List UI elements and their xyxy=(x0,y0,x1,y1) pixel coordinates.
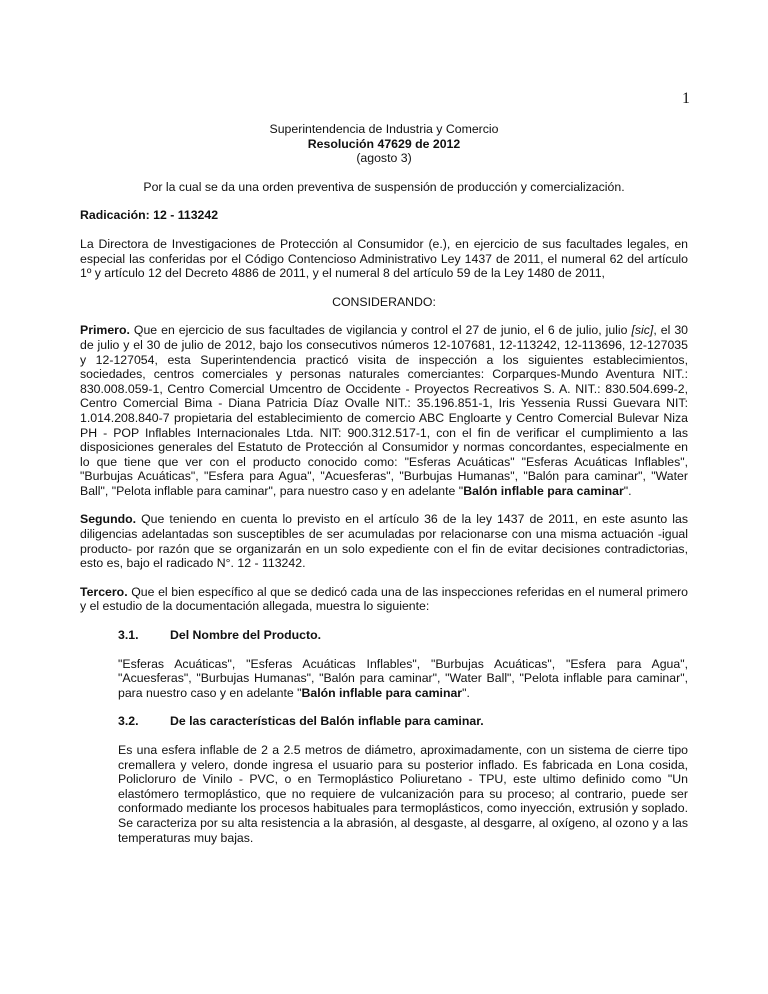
section-3-1-title: Del Nombre del Producto. xyxy=(170,628,321,643)
document-body xyxy=(80,122,688,845)
primero-text-b: , el 30 de julio y el 30 de julio de 2012, bajo los consecutivos números 12-107681, 12-113242, 12-113696, 12-127035 y 12-127054, esta Superintendencia practicó visita de inspección a los siguientes establecimientos, sociedades, centros comerciales y personas naturales comerciantes: Corparques-Mundo Aventura NIT.: 830.008.059-1, Centro Comercial Umcentro de Occidente - Proyectos Recreativos S. A. NIT.: 830.504.699-2, Centro Comercial Bima - Diana Patricia Díaz Ovalle NIT.: 35.196.851-1, Iris Yessenia Russi Guevara NIT: 1.014.208.840-7 propietaria del establecimiento de comercio ABC Engloarte y Centro Comercial Bulevar Niza PH - POP Inflables Internacionales Ltda. NIT: 900.312.517-1, con el fin de verificar el cumplimiento a las disposiciones generales del Estatuto de Protección al Consumidor y normas concordantes, especialmente en lo que tiene que ver con el producto conocido como: "Esferas Acuáticas" "Esferas Acuáticas Inflables", "Burbujas Acuáticas", "Esfera para Agua", "Acuesferas", "Burbujas Humanas", "Balón para caminar", "Water Ball", "Pelota inflable para caminar", para nuestro caso y en adelante " xyxy=(80,323,689,498)
paragraph-segundo xyxy=(80,512,688,570)
section-3-1-bold-term: Balón inflable para caminar xyxy=(301,685,463,700)
section-3-2-text: Es una esfera inflable de 2 a 2.5 metros de diámetro, aproximadamente, con un sistema de cierre tipo cremallera y velero, donde ingresa el usuario para su posterior inflado. Es fabricada en Lona cosida, Policloruro de Vinilo - PVC, o en Termoplástico Poliuretano - TPU, este ultimo definido como "Un elastómero termoplástico, que no requiere de vulcanización para su proceso; al contrario, puede ser conformado mediante los procesos habituales para termoplásticos, como inyección, extrusión y soplado. Se caracteriza por su alta resistencia a la abrasión, al desgaste, al desgarre, al oxígeno, al ozono y a las temperaturas muy bajas. xyxy=(118,743,688,845)
issuer-name: Superintendencia de Industria y Comercio xyxy=(269,122,499,136)
section-3-1-text-b: ". xyxy=(462,685,470,700)
tercero-text: Que el bien específico al que se dedicó cada una de las inspecciones referidas en el numeral primero y el estudio de la documentación allegada, muestra lo siguiente: xyxy=(80,584,688,614)
page-number: 1 xyxy=(682,90,690,107)
section-3-2-number: 3.2. xyxy=(118,714,139,729)
paragraph-primero xyxy=(80,323,688,498)
segundo-label: Segundo. xyxy=(80,512,137,527)
section-3-2-heading xyxy=(118,714,688,729)
section-3-2-title: De las características del Balón inflable para caminar. xyxy=(170,714,484,729)
radicacion: Radicación: 12 - 113242 xyxy=(80,208,219,223)
primero-bold-term: Balón inflable para caminar xyxy=(463,483,624,498)
document-header xyxy=(80,122,688,166)
resolution-date: (agosto 3) xyxy=(356,151,412,166)
tercero-label: Tercero. xyxy=(80,584,128,599)
primero-text-a: Que en ejercicio de sus facultades de vigilancia y control el 27 de junio, el 6 de julio, julio xyxy=(129,323,632,338)
section-3-1-text-a: "Esferas Acuáticas", "Esferas Acuáticas Inflables", "Burbujas Acuáticas", "Esfera para Agua", "Acuesferas", "Burbujas Humanas", "Balón para caminar", "Water Ball", "Pelota inflable para caminar", para nuestro caso y en adelante " xyxy=(118,656,688,700)
resolution-summary: Por la cual se da una orden preventiva de suspensión de producción y comercialización. xyxy=(143,179,625,194)
paragraph-tercero xyxy=(80,585,688,614)
intro-paragraph: La Directora de Investigaciones de Protección al Consumidor (e.), en ejercicio de sus facultades legales, en especial las conferidas por el Código Contencioso Administrativo Ley 1437 de 2011, el numeral 62 del artículo 1º y artículo 12 del Decreto 4886 de 2011, y el numeral 8 del artículo 59 de la Ley 1480 de 2011, xyxy=(80,236,688,281)
segundo-text: Que teniendo en cuenta lo previsto en el artículo 36 de la ley 1437 de 2011, en este asunto las diligencias adelantadas son susceptibles de ser acumuladas por relacionarse con una misma actuación -igual producto- por razón que se organizarán en un solo expediente con el fin de evitar decisiones contradictorias, esto es, bajo el radicado N°. 12 - 113242. xyxy=(80,512,688,571)
primero-sic: [sic] xyxy=(631,323,654,338)
primero-label: Primero. xyxy=(80,323,130,338)
section-3-1-text xyxy=(118,657,688,701)
primero-text-c: ". xyxy=(623,483,632,498)
considerando-heading: CONSIDERANDO: xyxy=(332,294,436,309)
section-3-1-number: 3.1. xyxy=(118,628,139,643)
resolution-title: Resolución 47629 de 2012 xyxy=(307,136,461,151)
section-3-1-heading xyxy=(118,628,688,643)
